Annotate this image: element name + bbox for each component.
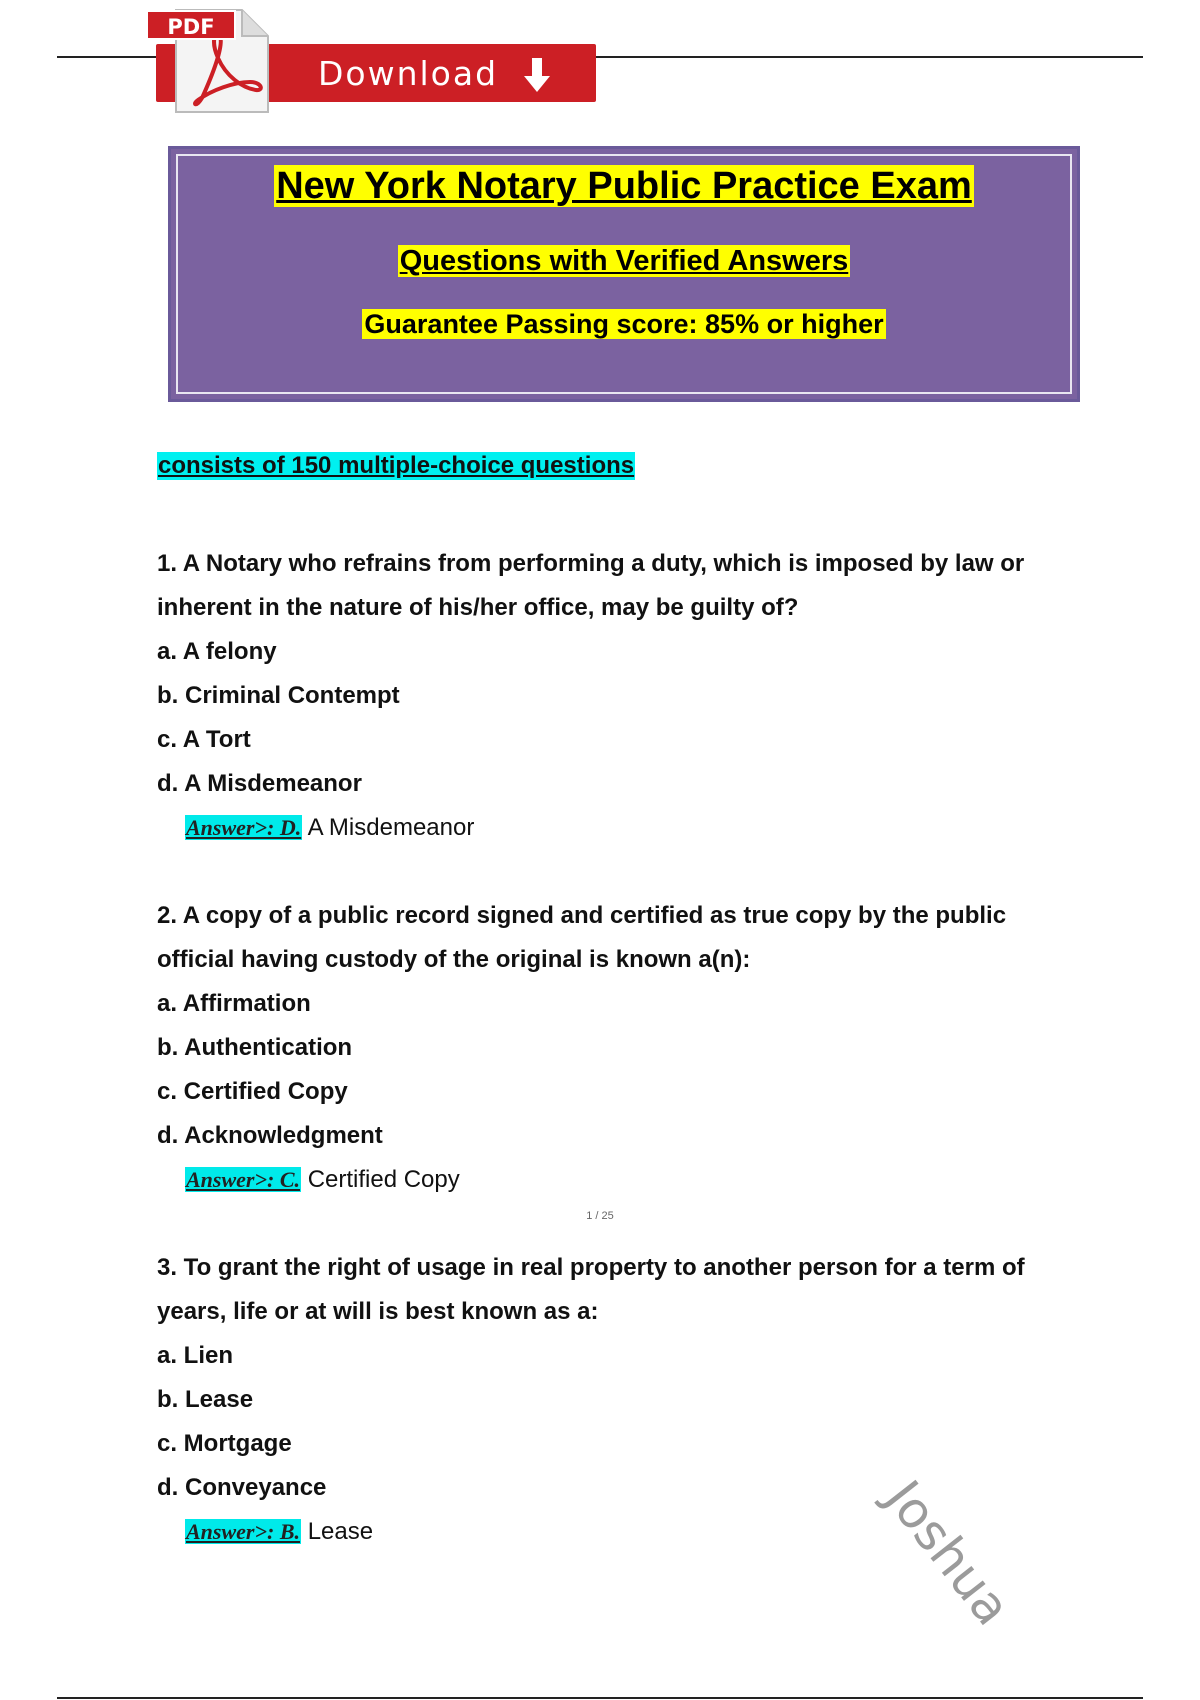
option-b: b. Authentication: [157, 1034, 353, 1061]
question-1: [157, 542, 1087, 850]
option-a: a. Lien: [157, 1342, 234, 1369]
option-c: c. A Tort: [157, 726, 251, 753]
passing-score: Guarantee Passing score: 85% or higher: [364, 309, 884, 339]
passing-row: [171, 309, 1077, 340]
question-2: [157, 894, 1087, 1202]
page-title: New York Notary Public Practice Exam: [276, 165, 972, 207]
question-text: 3. To grant the right of usage in real property to another person for a term of: [157, 1254, 1025, 1281]
pdf-badge: PDF: [146, 10, 236, 40]
option-b: b. Lease: [157, 1386, 254, 1413]
watermark: Joshua: [874, 1470, 1022, 1637]
option-d: d. Acknowledgment: [157, 1122, 383, 1149]
option-d: d. Conveyance: [157, 1474, 327, 1501]
option-d: d. A Misdemeanor: [157, 770, 362, 797]
subtitle: Questions with Verified Answers: [399, 245, 849, 277]
question-text: years, life or at will is best known as a:: [157, 1298, 599, 1325]
question-text: official having custody of the original is known a(n):: [157, 946, 751, 973]
question-text: inherent in the nature of his/her office, may be guilty of?: [157, 594, 799, 621]
answer-tag: Answer>: D.: [186, 815, 302, 840]
answer-line: [157, 1158, 1087, 1202]
subtitle-row: [171, 245, 1077, 278]
question-text: 1. A Notary who refrains from performing a duty, which is imposed by law or: [157, 550, 1025, 577]
question-text: 2. A copy of a public record signed and certified as true copy by the public: [157, 902, 1007, 929]
title-box-inner: [176, 154, 1072, 394]
answer-tag: Answer>: C.: [186, 1167, 301, 1192]
answer-text: Lease: [307, 1518, 374, 1545]
answer-line: [157, 806, 1087, 850]
bottom-rule: [57, 1697, 1143, 1699]
page-number: 1 / 25: [586, 1210, 614, 1222]
answer-tag: Answer>: B.: [186, 1519, 301, 1544]
option-c: c. Certified Copy: [157, 1078, 348, 1105]
option-a: a. A felony: [157, 638, 277, 665]
download-label[interactable]: Download: [318, 54, 499, 93]
intro-text: consists of 150 multiple-choice questions: [158, 452, 635, 479]
option-c: c. Mortgage: [157, 1430, 292, 1457]
answer-text: Certified Copy: [307, 1166, 460, 1193]
option-a: a. Affirmation: [157, 990, 311, 1017]
pdf-download-button[interactable]: [146, 4, 596, 114]
answer-text: A Misdemeanor: [307, 814, 475, 841]
title-box: [168, 146, 1080, 402]
page-title-row: [171, 165, 1077, 208]
option-b: b. Criminal Contempt: [157, 682, 400, 709]
download-arrow-icon: [522, 56, 552, 96]
